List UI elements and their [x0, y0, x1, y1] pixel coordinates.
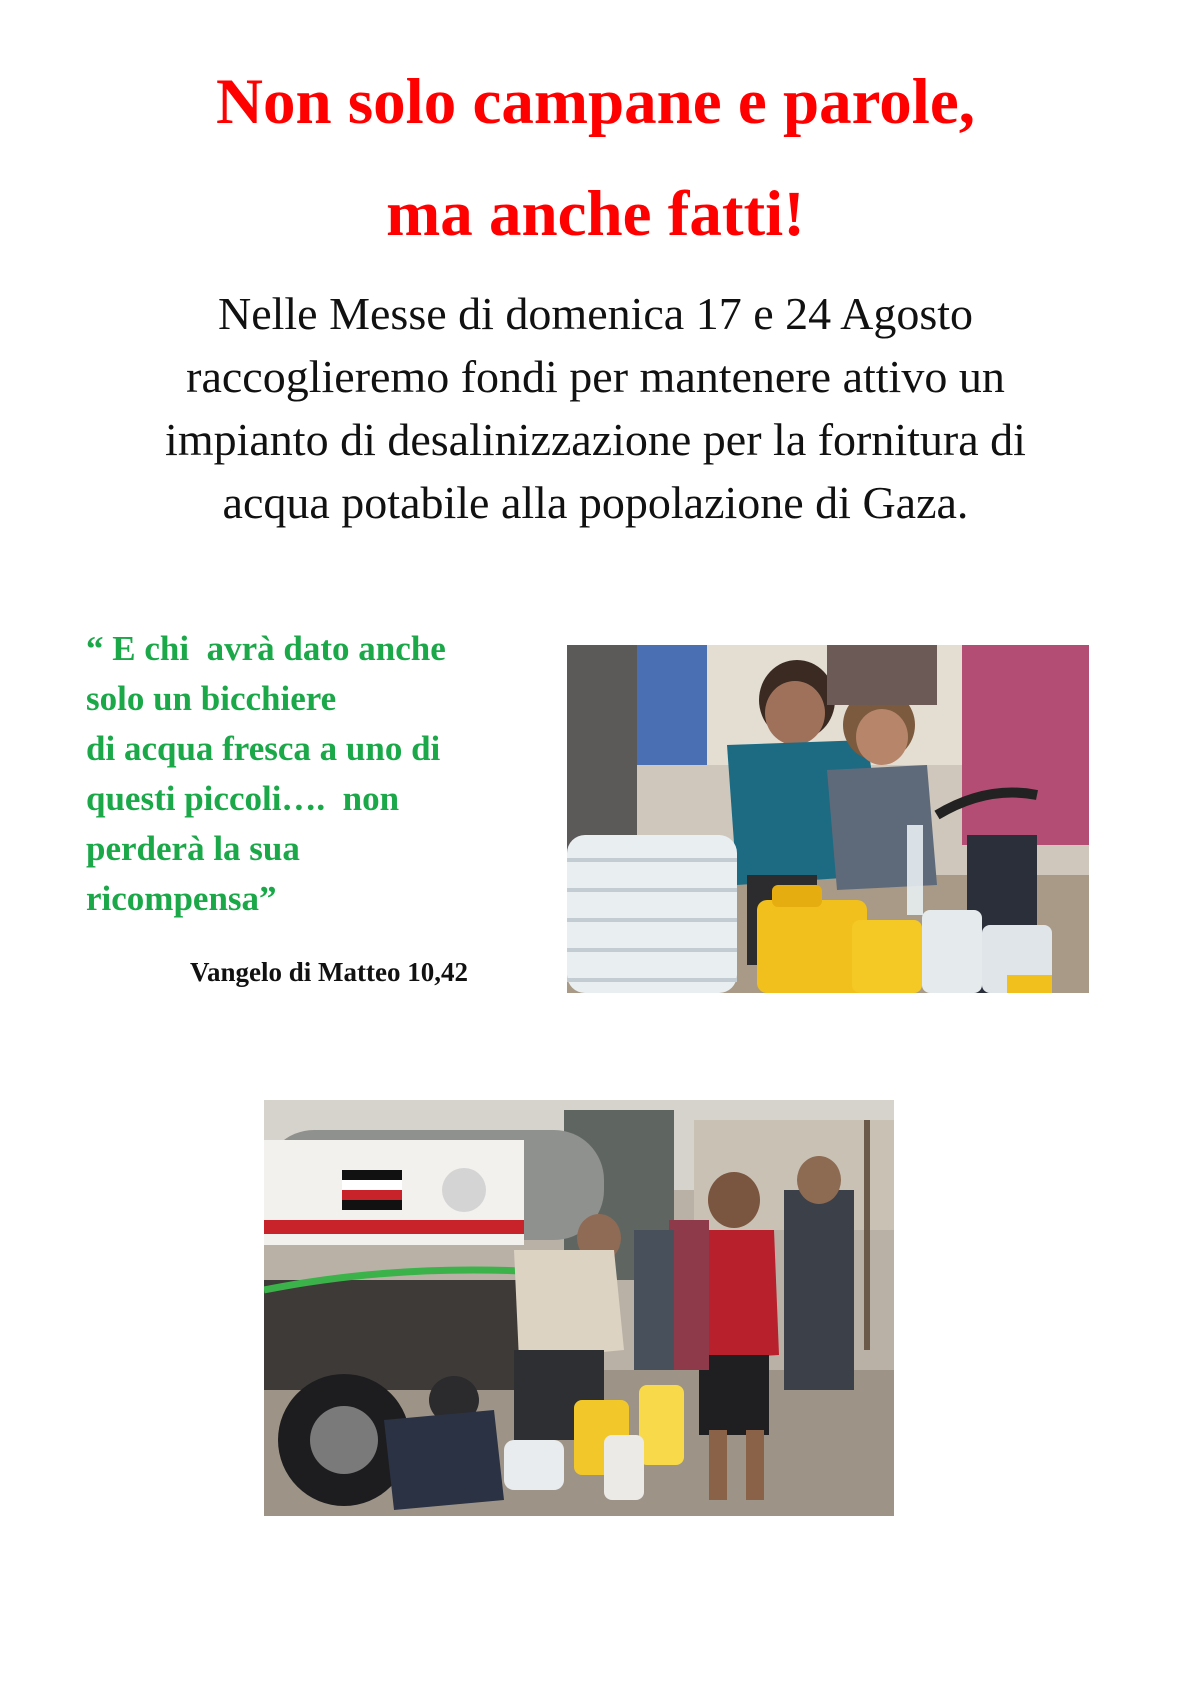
photo-children-illustration: [567, 645, 1089, 993]
photo-children-filling-water: [567, 645, 1089, 993]
title-line-2: ma anche fatti!: [386, 178, 805, 250]
quote-line: di acqua fresca a uno di: [86, 729, 441, 768]
quote-line: solo un bicchiere: [86, 679, 337, 718]
announcement-line: impianto di desalinizzazione per la fornitura di: [165, 414, 1026, 465]
gospel-quote: [86, 624, 566, 924]
announcement-line: Nelle Messe di domenica 17 e 24 Agosto: [217, 288, 974, 339]
title-line-1: Non solo campane e parole,: [216, 66, 975, 138]
announcement-paragraph: [60, 282, 1131, 534]
quote-line: perderà la sua: [86, 829, 300, 868]
quote-citation: Vangelo di Matteo 10,42: [190, 957, 468, 987]
photo-water-truck: [264, 1100, 894, 1516]
quote-line: “ E chi avrà dato anche: [86, 629, 446, 668]
announcement-line: raccoglieremo fondi per mantenere attivo un: [186, 351, 1005, 402]
quote-line: ricompensa”: [86, 879, 277, 918]
quote-line: questi piccoli…. non: [86, 779, 400, 818]
announcement-line: acqua potabile alla popolazione di Gaza.: [222, 477, 969, 528]
photo-truck-illustration: [264, 1100, 894, 1516]
